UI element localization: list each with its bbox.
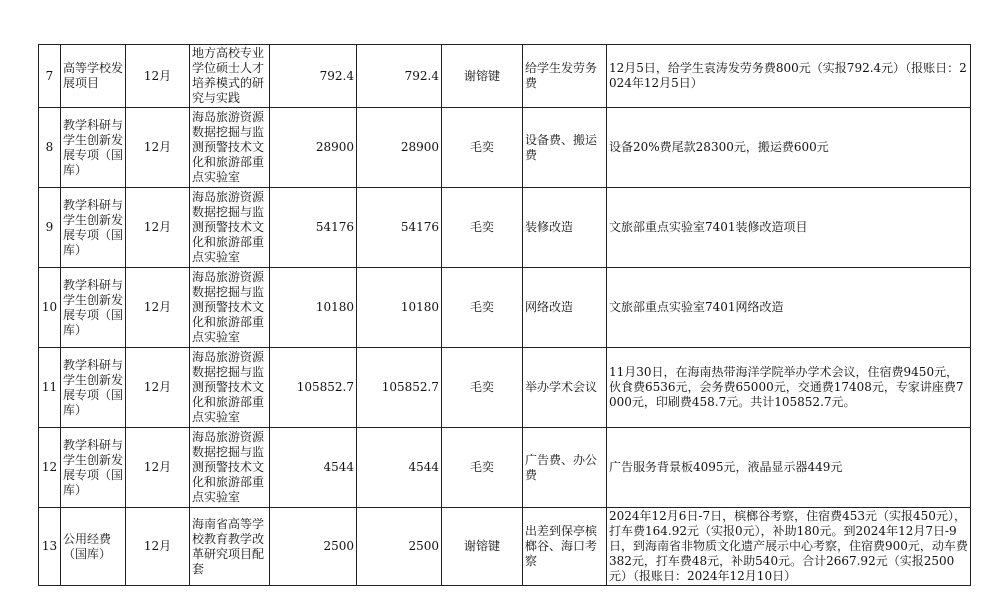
- amount: 54176: [270, 188, 357, 268]
- person-in-charge: 毛奕: [442, 108, 523, 188]
- expense-detail: 文旅部重点实验室7401装修改造项目: [607, 188, 971, 268]
- row-number: 7: [39, 45, 61, 108]
- table-row: [39, 348, 971, 428]
- expense-detail: 设备20%费尾款28300元，搬运费600元: [607, 108, 971, 188]
- expense-detail: 12月5日，给学生袁涛发劳务费800元（实报792.4元）（报账日：2024年12月5日）: [607, 45, 971, 108]
- project-name: 教学科研与学生创新发展专项（国库）: [61, 348, 126, 428]
- amount: 105852.7: [270, 348, 357, 428]
- amount: 4544: [270, 428, 357, 508]
- paid-amount: 4544: [357, 428, 442, 508]
- paid-amount: 28900: [357, 108, 442, 188]
- month: 12月: [126, 45, 190, 108]
- month: 12月: [126, 188, 190, 268]
- paid-amount: 2500: [357, 508, 442, 586]
- expense-detail: 2024年12月6日-7日，槟榔谷考察，住宿费453元（实报450元），打车费164.92元（实报0元），补助180元。到2024年12月7日-9日，到海南省非物质文化遗产展示中心考察，住宿费900元，动车费382元，打车费48元，补助540元。合计2667.92元（实报2500元）（报账日：2024年12月10日）: [607, 508, 971, 586]
- expense-use: 装修改造: [523, 188, 607, 268]
- project-name: 教学科研与学生创新发展专项（国库）: [61, 188, 126, 268]
- month: 12月: [126, 268, 190, 348]
- amount: 28900: [270, 108, 357, 188]
- expense-detail: 11月30日，在海南热带海洋学院举办学术会议，住宿费9450元，伙食费6536元，会务费65000元，交通费17408元，专家讲座费7000元，印刷费458.7元。共计105852.7元。: [607, 348, 971, 428]
- person-in-charge: 毛奕: [442, 348, 523, 428]
- table-row: [39, 188, 971, 268]
- project-name: 教学科研与学生创新发展专项（国库）: [61, 108, 126, 188]
- expense-detail: 文旅部重点实验室7401网络改造: [607, 268, 971, 348]
- table-row: [39, 428, 971, 508]
- item-description: 海岛旅游资源数据挖掘与监测预警技术文化和旅游部重点实验室: [190, 188, 270, 268]
- expense-use: 广告费、办公费: [523, 428, 607, 508]
- month: 12月: [126, 508, 190, 586]
- project-name: 高等学校发展项目: [61, 45, 126, 108]
- row-number: 9: [39, 188, 61, 268]
- item-description: 海岛旅游资源数据挖掘与监测预警技术文化和旅游部重点实验室: [190, 428, 270, 508]
- item-description: 地方高校专业学位硕士人才培养模式的研究与实践: [190, 45, 270, 108]
- amount: 10180: [270, 268, 357, 348]
- item-description: 海岛旅游资源数据挖掘与监测预警技术文化和旅游部重点实验室: [190, 348, 270, 428]
- table-row: [39, 108, 971, 188]
- row-number: 10: [39, 268, 61, 348]
- expense-use: 举办学术会议: [523, 348, 607, 428]
- row-number: 11: [39, 348, 61, 428]
- expense-table: [38, 44, 971, 586]
- expense-use: 出差到保亭槟榔谷、海口考察: [523, 508, 607, 586]
- table-row: [39, 268, 971, 348]
- project-name: 教学科研与学生创新发展专项（国库）: [61, 268, 126, 348]
- table-row: [39, 45, 971, 108]
- paid-amount: 54176: [357, 188, 442, 268]
- paid-amount: 10180: [357, 268, 442, 348]
- item-description: 海岛旅游资源数据挖掘与监测预警技术文化和旅游部重点实验室: [190, 108, 270, 188]
- table-row: [39, 508, 971, 586]
- project-name: 教学科研与学生创新发展专项（国库）: [61, 428, 126, 508]
- row-number: 8: [39, 108, 61, 188]
- expense-use: 网络改造: [523, 268, 607, 348]
- paid-amount: 105852.7: [357, 348, 442, 428]
- expense-use: 给学生发劳务费: [523, 45, 607, 108]
- amount: 2500: [270, 508, 357, 586]
- row-number: 13: [39, 508, 61, 586]
- expense-detail: 广告服务背景板4095元，液晶显示器449元: [607, 428, 971, 508]
- project-name: 公用经费（国库）: [61, 508, 126, 586]
- person-in-charge: 谢镕键: [442, 508, 523, 586]
- person-in-charge: 毛奕: [442, 268, 523, 348]
- month: 12月: [126, 348, 190, 428]
- month: 12月: [126, 108, 190, 188]
- month: 12月: [126, 428, 190, 508]
- expense-use: 设备费、搬运费: [523, 108, 607, 188]
- item-description: 海岛旅游资源数据挖掘与监测预警技术文化和旅游部重点实验室: [190, 268, 270, 348]
- amount: 792.4: [270, 45, 357, 108]
- person-in-charge: 毛奕: [442, 428, 523, 508]
- row-number: 12: [39, 428, 61, 508]
- person-in-charge: 谢镕键: [442, 45, 523, 108]
- person-in-charge: 毛奕: [442, 188, 523, 268]
- item-description: 海南省高等学校教育教学改革研究项目配套: [190, 508, 270, 586]
- paid-amount: 792.4: [357, 45, 442, 108]
